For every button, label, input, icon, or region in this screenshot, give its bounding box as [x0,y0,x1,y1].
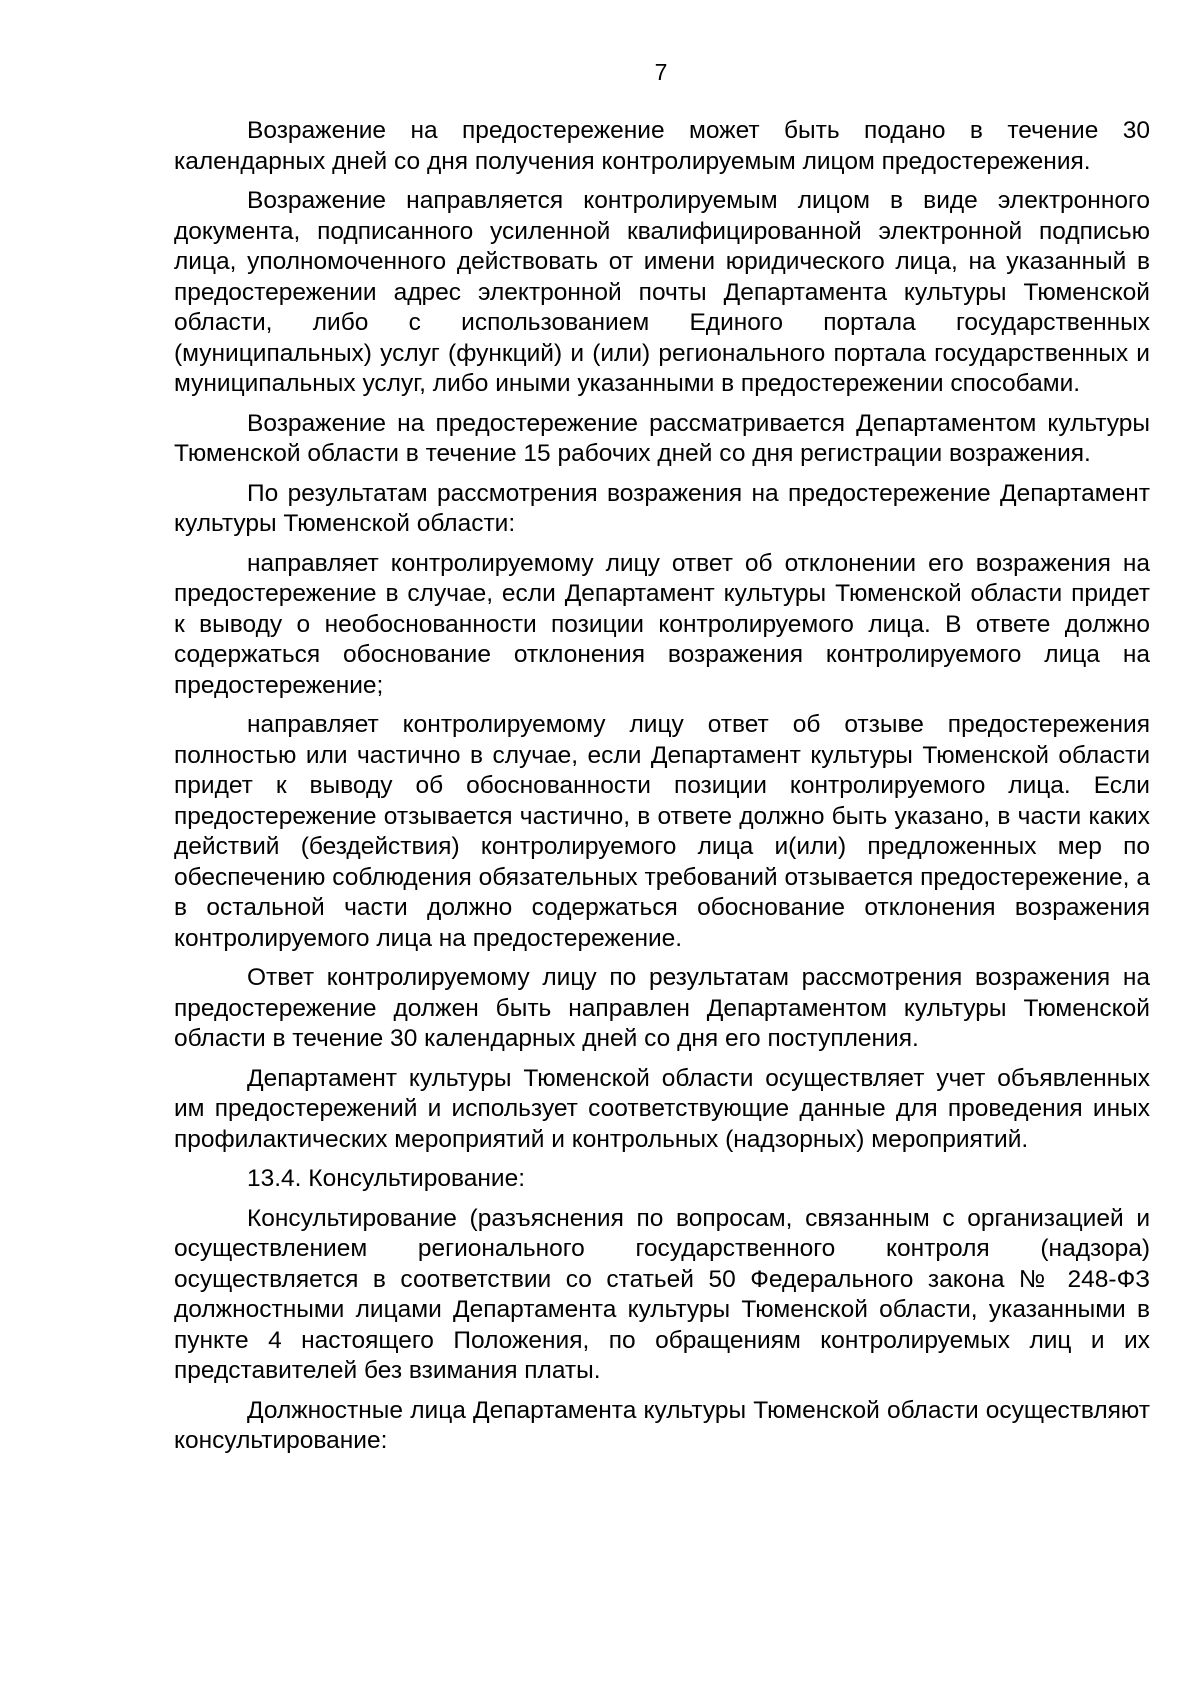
paragraph-withdrawal-response: направляет контролируемому лицу ответ об отзыве предостережения полностью или частично в случае, если Департамент культуры Тюменской области придет к выводу об обоснованности позиции контролируемого лица. Если предостережение отзывается частично, в ответе должно быть указано, в части каких действий (бездействия) контролируемого лица и(или) предложенных мер по обеспечению соблюдения обязательных требований отзывается предостережение, а в остальной части должно содержаться обоснование отклонения возражения контролируемого лица на предостережение. [174,711,1150,952]
paragraph-response-deadline: Ответ контролируемому лицу по результатам рассмотрения возражения на предостережение должен быть направлен Департаментом культуры Тюменской области в течение 30 календарных дней со дня его поступления. [174,964,1150,1052]
paragraph-warnings-record: Департамент культуры Тюменской области осуществляет учет объявленных им предостережений и использует соответствующие данные для проведения иных профилактических мероприятий и контрольных (надзорных) мероприятий. [174,1064,1150,1153]
paragraph-objection-review: Возражение на предостережение рассматривается Департаментом культуры Тюменской области в течение 15 рабочих дней со дня регистрации возражения. [174,409,1150,467]
page-number: 7 [654,59,668,85]
paragraph-consulting-officials: Должностные лица Департамента культуры Тюменской области осуществляют консультирование: [174,1396,1150,1454]
paragraph-objection-deadline: Возражение на предостережение может быть подано в течение 30 календарных дней со дня получения контролируемым лицом предостережения. [174,117,1150,175]
paragraph-review-results: По результатам рассмотрения возражения на предостережение Департамент культуры Тюменской области: [174,479,1150,537]
section-heading-consulting: 13.4. Консультирование: [247,1165,526,1192]
paragraph-objection-submission: Возражение направляется контролируемым лицом в виде электронного документа, подписанного усиленной квалифицированной электронной подписью лица, уполномоченного действовать от имени юридического лица, на указанный в предостережении адрес электронной почты Департамента культуры Тюменской области, либо с использованием Единого портала государственных (муниципальных) услуг (функций) и (или) регионального портала государственных и муниципальных услуг, либо иными указанными в предостережении способами. [174,187,1150,397]
paragraph-rejection-response: направляет контролируемому лицу ответ об отклонении его возражения на предостережение в случае, если Департамент культуры Тюменской области придет к выводу о необоснованности позиции контролируемого лица. В ответе должно содержаться обоснование отклонения возражения контролируемого лица на предостережение; [174,549,1150,699]
paragraph-consulting-basis: Консультирование (разъяснения по вопросам, связанным с организацией и осуществлением регионального государственного контроля (надзора) осуществляется в соответствии со статьей 50 Федерального закона № 248-ФЗ должностными лицами Департамента культуры Тюменской области, указанными в пункте 4 настоящего Положения, по обращениям контролируемых лиц и их представителей без взимания платы. [174,1204,1150,1384]
document-body [174,116,1150,1466]
